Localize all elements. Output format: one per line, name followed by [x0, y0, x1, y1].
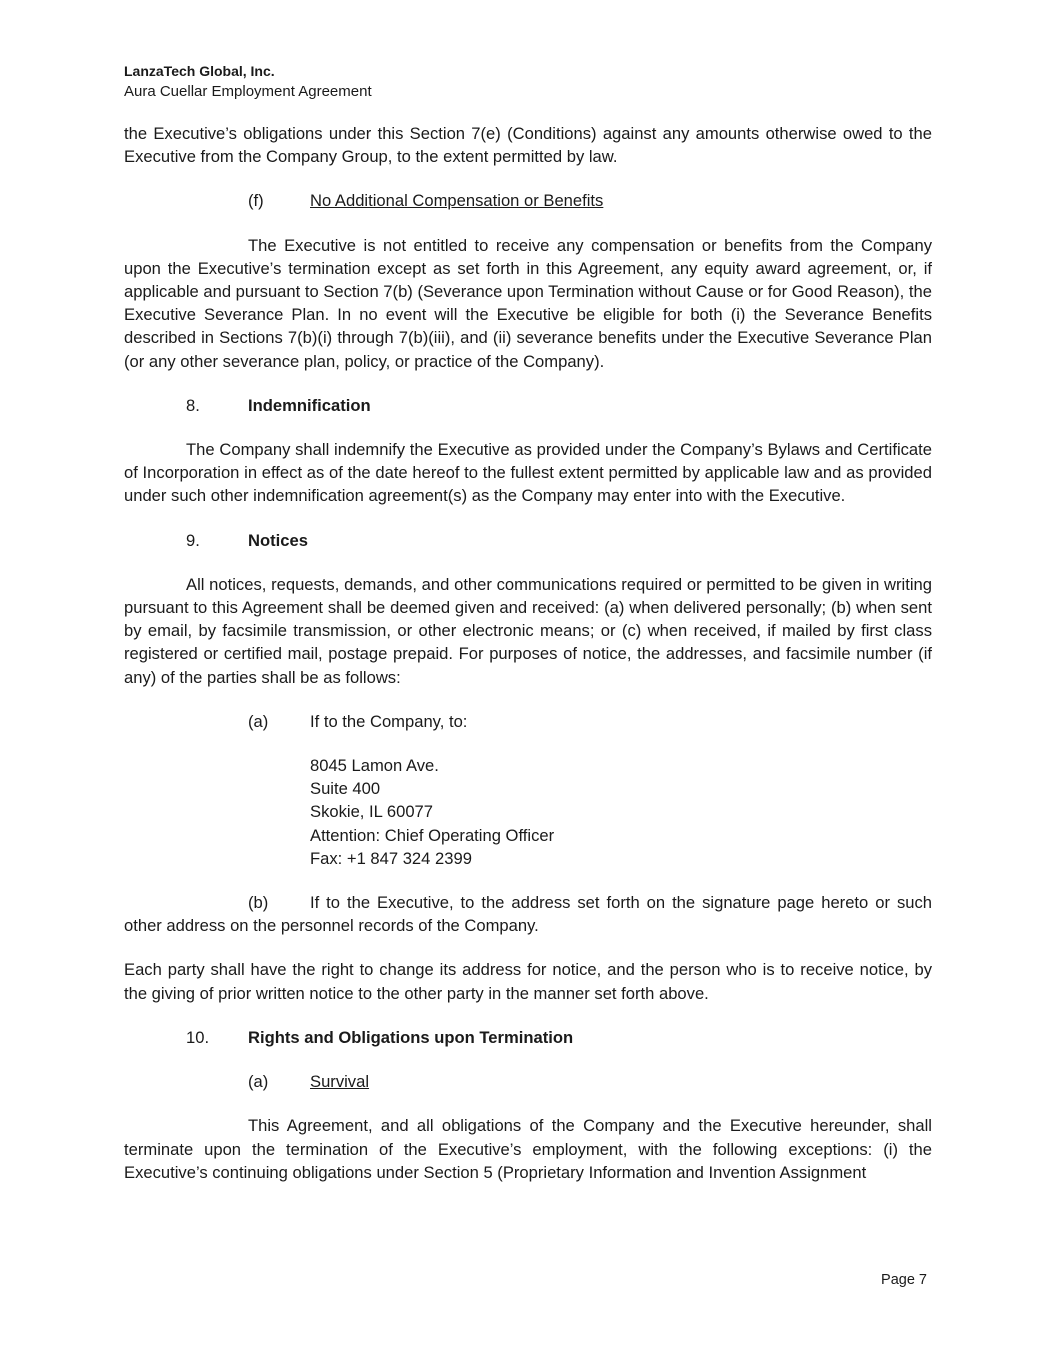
- section-8-heading: [124, 394, 932, 417]
- paragraph-10a: This Agreement, and all obligations of the Company and the Executive hereunder, shall terminate upon the termination of the Executive’s employment, with the following exceptions: (i) the Executive’s continuing obligations under Section 5 (Proprietary Information and Invention Assignment: [124, 1116, 932, 1182]
- subsection-a-heading: [124, 710, 932, 733]
- section-9-heading: [124, 529, 932, 552]
- page-number: Page 7: [881, 1272, 927, 1288]
- address-line: Suite 400: [310, 779, 381, 799]
- paragraph-continuation: the Executive’s obligations under this Section 7(e) (Conditions) against any amounts otherwise owed to the Executive from the Company Group, to the extent permitted by law.: [124, 124, 932, 167]
- subsection-label: (a): [248, 711, 269, 731]
- subsection-title: No Additional Compensation or Benefits: [310, 191, 604, 211]
- paragraph-9: All notices, requests, demands, and other communications required or permitted to be given in writing pursuant to this Agreement shall be deemed given and received: (a) when delivered personally; (b) when sent by email, by facsimile transmission, or other electronic means; or (c) when received, if mailed by first class registered or certified mail, postage prepaid. For purposes of notice, the addresses, and facsimile number (if any) of the parties shall be as follows:: [124, 574, 932, 687]
- subsection-text: If to the Company, to:: [310, 711, 468, 731]
- header-title: Aura Cuellar Employment Agreement: [124, 83, 372, 100]
- subsection-10a-heading: [124, 1070, 932, 1093]
- subsection-title: Survival: [310, 1072, 370, 1092]
- subsection-text: If to the Executive, to the address set forth on the signature page hereto or such other address on the personnel records of the Company.: [124, 893, 932, 936]
- section-10-heading: [124, 1026, 932, 1049]
- section-title: Indemnification: [248, 395, 371, 415]
- header-company: LanzaTech Global, Inc.: [124, 63, 275, 79]
- subsection-label: (f): [248, 191, 264, 211]
- subsection-f-heading: [124, 189, 932, 212]
- subsection-label: (b): [248, 893, 269, 913]
- address-line: Skokie, IL 60077: [310, 802, 434, 822]
- section-number: 8.: [186, 395, 200, 415]
- section-title: Rights and Obligations upon Termination: [248, 1027, 574, 1047]
- address-line: Attention: Chief Operating Officer: [310, 825, 555, 845]
- subsection-label: (a): [248, 1072, 269, 1092]
- address-line: Fax: +1 847 324 2399: [310, 848, 472, 868]
- paragraph-each-party: Each party shall have the right to change its address for notice, and the person who is to receive notice, by the giving of prior written notice to the other party in the manner set forth above.: [124, 960, 932, 1003]
- section-number: 9.: [186, 530, 200, 550]
- paragraph-f: The Executive is not entitled to receive any compensation or benefits from the Company upon the Executive’s termination except as set forth in this Agreement, any equity award agreement, or, if applicable and pursuant to Section 7(b) (Severance upon Termination without Cause or for Good Reason), the Executive Severance Plan. In no event will the Executive be eligible for both (i) the Severance Benefits described in Sections 7(b)(i) through 7(b)(iii), and (ii) severance benefits under the Executive Severance Plan (or any other severance plan, policy, or practice of the Company).: [124, 235, 932, 371]
- address-line: 8045 Lamon Ave.: [310, 756, 439, 776]
- paragraph-8: The Company shall indemnify the Executive as provided under the Company’s Bylaws and Certificate of Incorporation in effect as of the date hereof to the fullest extent permitted by applicable law and as provided under such other indemnification agreement(s) as the Company may enter into with the Executive.: [124, 440, 932, 506]
- company-address: [124, 754, 932, 870]
- document-page: [124, 62, 932, 1184]
- section-title: Notices: [248, 530, 308, 550]
- section-number: 10.: [186, 1027, 210, 1047]
- subsection-b-paragraph: [124, 891, 932, 937]
